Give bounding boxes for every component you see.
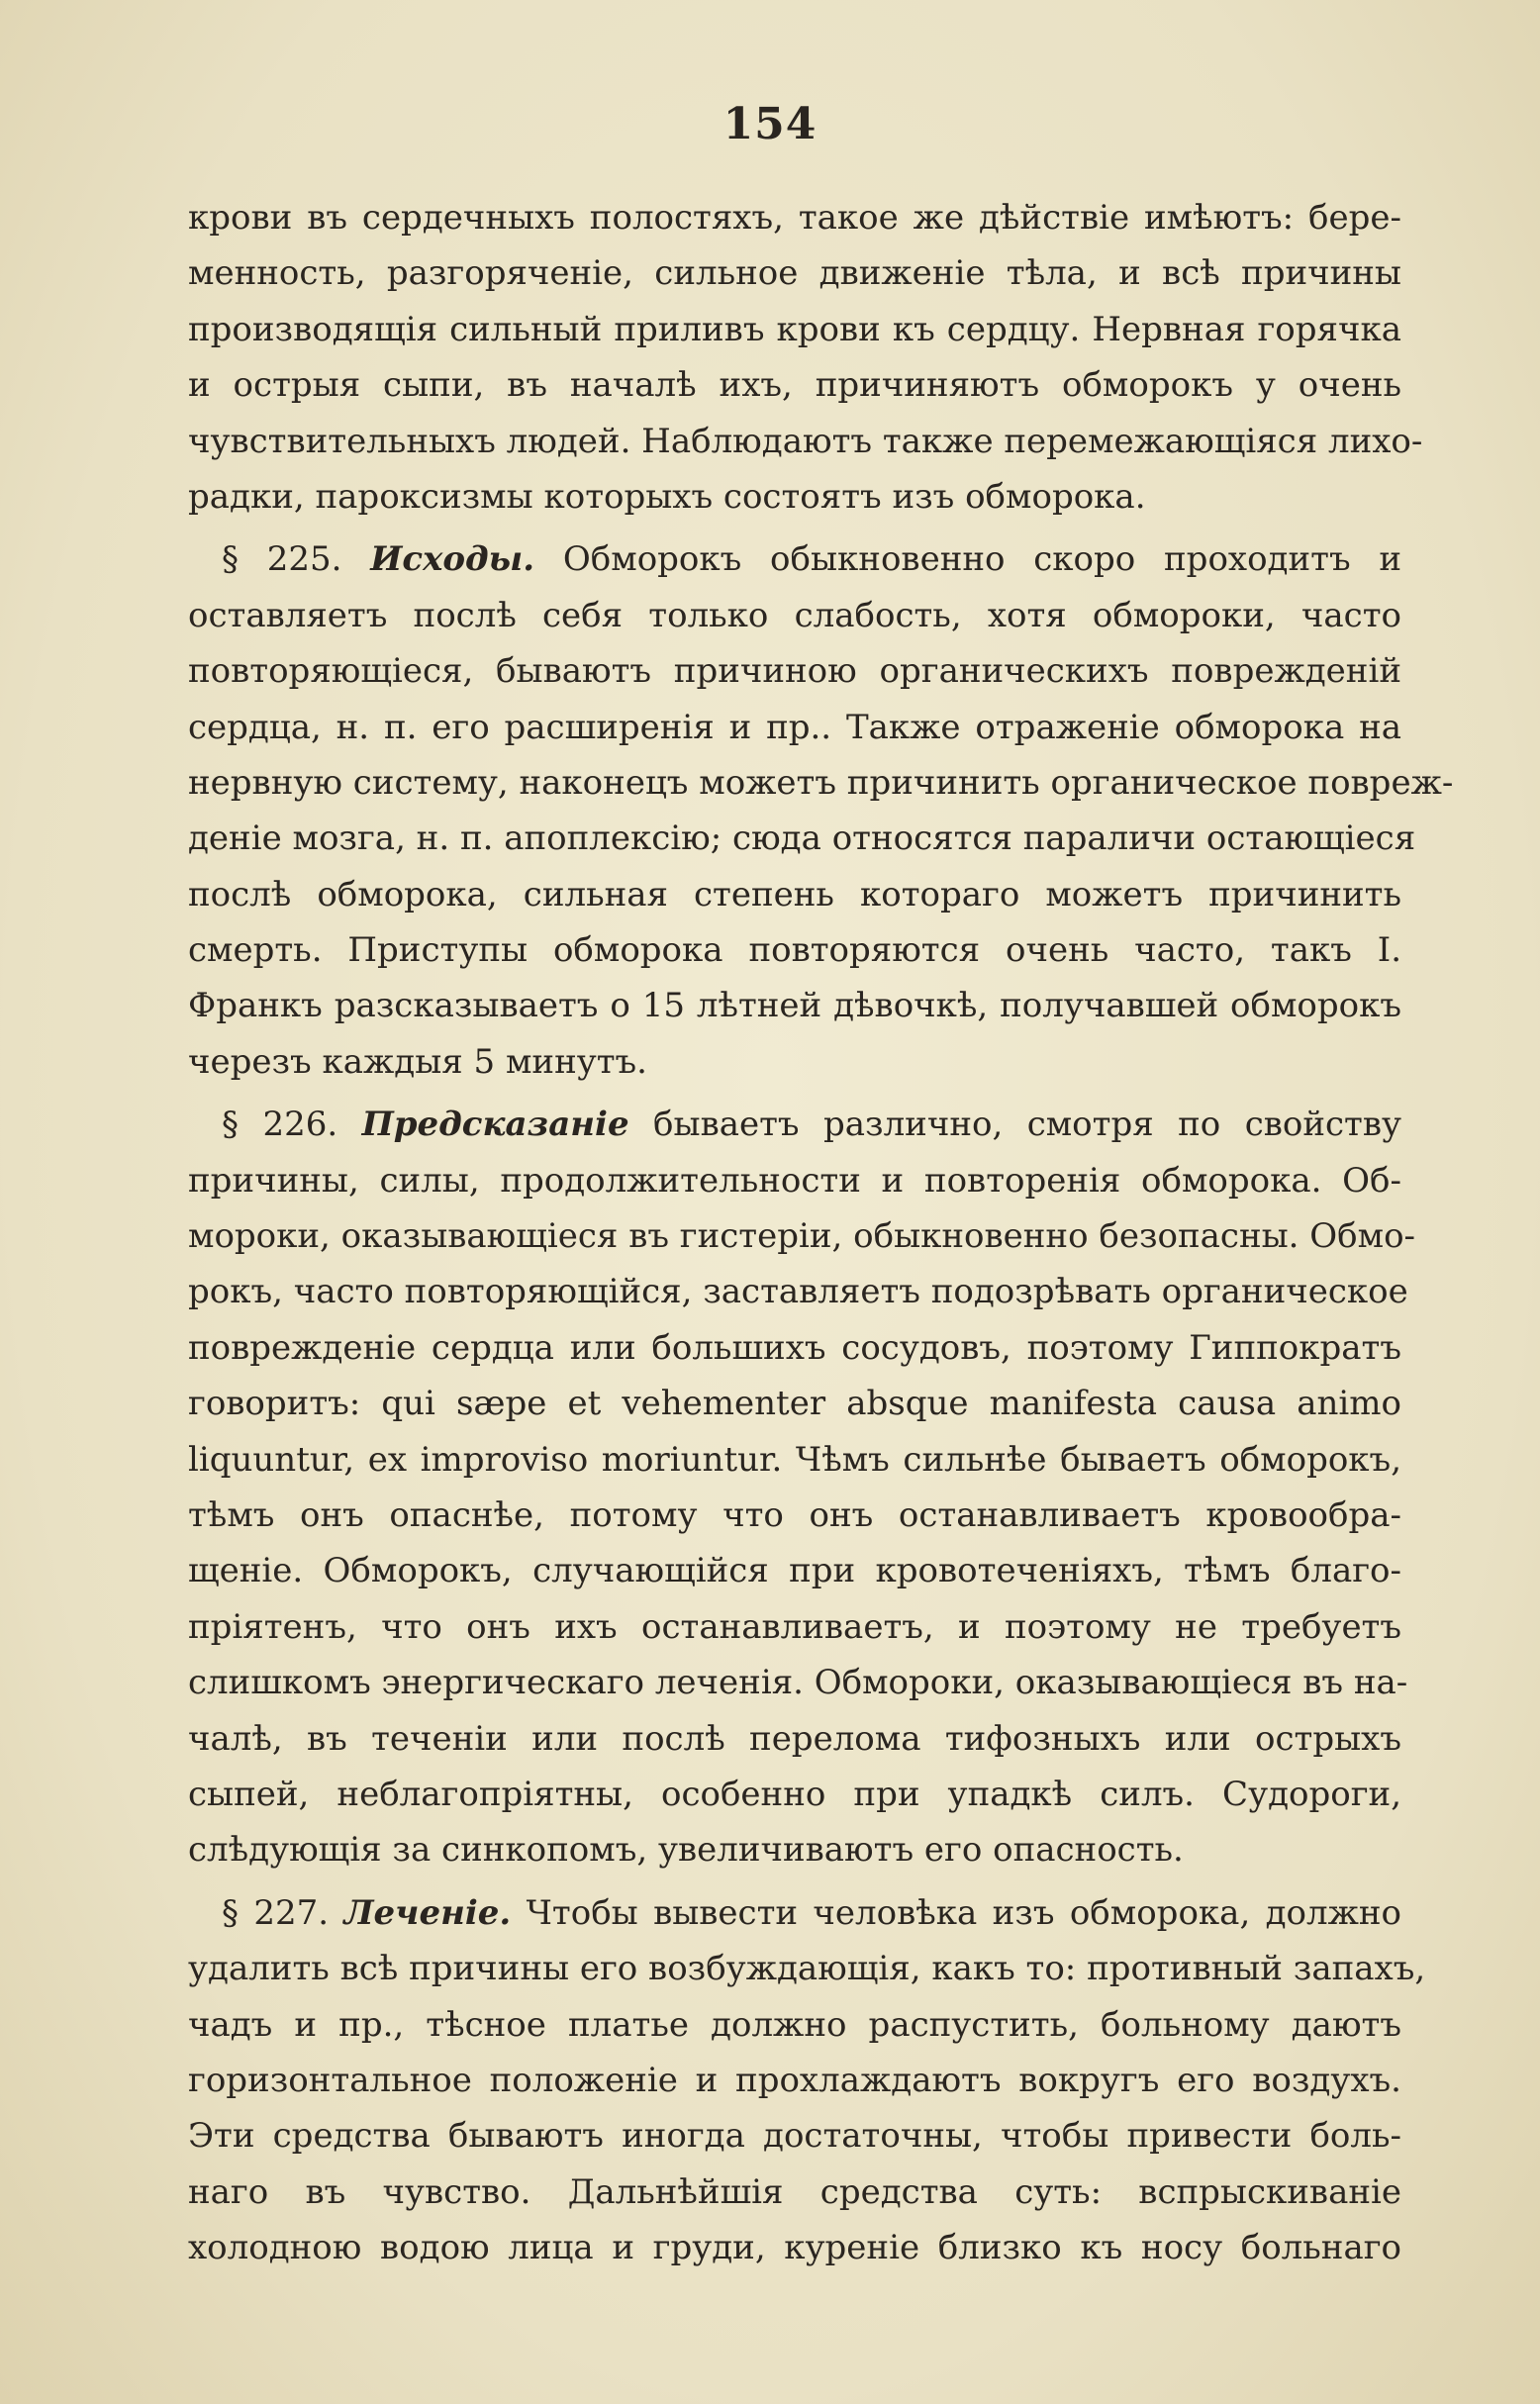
section-first-line	[188, 1885, 1401, 1941]
text-line: поврежденіе сердца или большихъ сосудовъ, поэтому Гиппократъ	[188, 1327, 1401, 1368]
text-line: деніе мозга, н. п. апоплексію; сюда относятся параличи остающіеся	[188, 818, 1416, 859]
section-heading: Леченіе.	[343, 1892, 512, 1933]
text-line: причины, силы, продолжительности и повторенія обморока. Об-	[188, 1160, 1401, 1201]
text-line: радки, пароксизмы которыхъ состоятъ изъ обморока.	[188, 476, 1146, 517]
text-line: чалѣ, въ теченіи или послѣ перелома тифозныхъ или острыхъ	[188, 1718, 1401, 1759]
text-line: и острыя сыпи, въ началѣ ихъ, причиняютъ обморокъ у очень	[188, 365, 1401, 406]
text-line: послѣ обморока, сильная степень котораго можетъ причинить	[188, 874, 1401, 914]
text-line: сердца, н. п. его расширенія и пр.. Также отраженіе обморока на	[188, 707, 1401, 747]
text-line: слишкомъ энергическаго леченія. Обмороки, оказывающіеся въ на-	[188, 1663, 1408, 1703]
section-heading: Предсказаніе	[361, 1105, 629, 1145]
text-line: пріятенъ, что онъ ихъ останавливаетъ, и поэтому не требуетъ	[188, 1606, 1401, 1647]
section-225	[188, 531, 1454, 1090]
page-text	[188, 190, 1454, 2282]
text-line: оставляетъ послѣ себя только слабость, хотя обмороки, часто	[188, 595, 1401, 635]
text-line: смерть. Приступы обморока повторяются очень часто, такъ I.	[188, 930, 1401, 971]
text-fragment: бываетъ различно, смотря по свойству	[653, 1105, 1402, 1145]
section-226	[188, 1097, 1416, 1877]
text-line: щеніе. Обморокъ, случающійся при кровотеченіяхъ, тѣмъ благо-	[188, 1551, 1401, 1591]
section-number: § 225.	[222, 539, 342, 580]
section-heading: Исходы.	[370, 539, 535, 580]
text-line: мороки, оказывающіеся въ гистеріи, обыкновенно безопасны. Обмо-	[188, 1216, 1416, 1257]
text-line: Эти средства бываютъ иногда достаточны, чтобы привести боль-	[188, 2116, 1401, 2157]
text-line: наго въ чувство. Дальнѣйшія средства суть: вспрыскиваніе	[188, 2171, 1401, 2212]
section-first-line	[188, 1097, 1401, 1152]
text-line: менность, разгоряченіе, сильное движеніе тѣла, и всѣ причины	[188, 253, 1401, 294]
text-fragment: Чтобы вывести человѣка изъ обморока, должно	[526, 1892, 1402, 1933]
text-fragment: Обморокъ обыкновенно скоро проходитъ и	[562, 539, 1402, 580]
text-line: холодною водою лица и груди, куреніе близко къ носу больнаго	[188, 2228, 1401, 2268]
section-first-line	[188, 531, 1401, 587]
text-line: крови въ сердечныхъ полостяхъ, такое же дѣйствіе имѣютъ: бере-	[188, 198, 1401, 238]
text-line: liquuntur, ex improviso moriuntur. Чѣмъ сильнѣе бываетъ обморокъ,	[188, 1439, 1401, 1480]
paragraph-continuation	[188, 190, 1423, 525]
text-line: горизонтальное положеніе и прохлаждаютъ вокругъ его воздухъ.	[188, 2060, 1401, 2100]
text-line: говоритъ: qui sæpe et vehementer absque manifesta causa animo	[188, 1384, 1401, 1424]
section-number: § 226.	[222, 1105, 338, 1145]
text-line: слѣдующія за синкопомъ, увеличиваютъ его опасность.	[188, 1830, 1184, 1871]
text-line: рокъ, часто повторяющійся, заставляетъ подозрѣвать органическое	[188, 1272, 1408, 1312]
text-line: сыпей, неблагопріятны, особенно при упадкѣ силъ. Судороги,	[188, 1774, 1401, 1814]
text-line: Франкъ разсказываетъ о 15 лѣтней дѣвочкѣ, получавшей обморокъ	[188, 986, 1401, 1026]
text-line: повторяющіеся, бываютъ причиною органическихъ поврежденій	[188, 651, 1401, 692]
section-number: § 227.	[222, 1892, 330, 1933]
text-line: черезъ каждыя 5 минутъ.	[188, 1041, 647, 1082]
page-number: 154	[722, 99, 818, 149]
text-line: чадъ и пр., тѣсное платье должно распустить, больному даютъ	[188, 2004, 1401, 2045]
section-227	[188, 1885, 1426, 2276]
text-line: удалить всѣ причины его возбуждающія, какъ то: противный запахъ,	[188, 1949, 1426, 1989]
text-line: нервную систему, наконецъ можетъ причинить органическое повреж-	[188, 762, 1454, 803]
text-line: производящія сильный приливъ крови къ сердцу. Нервная горячка	[188, 309, 1401, 349]
text-line: чувствительныхъ людей. Наблюдаютъ также перемежающіяся лихо-	[188, 421, 1423, 461]
text-line: тѣмъ онъ опаснѣе, потому что онъ останавливаетъ кровообра-	[188, 1494, 1401, 1535]
